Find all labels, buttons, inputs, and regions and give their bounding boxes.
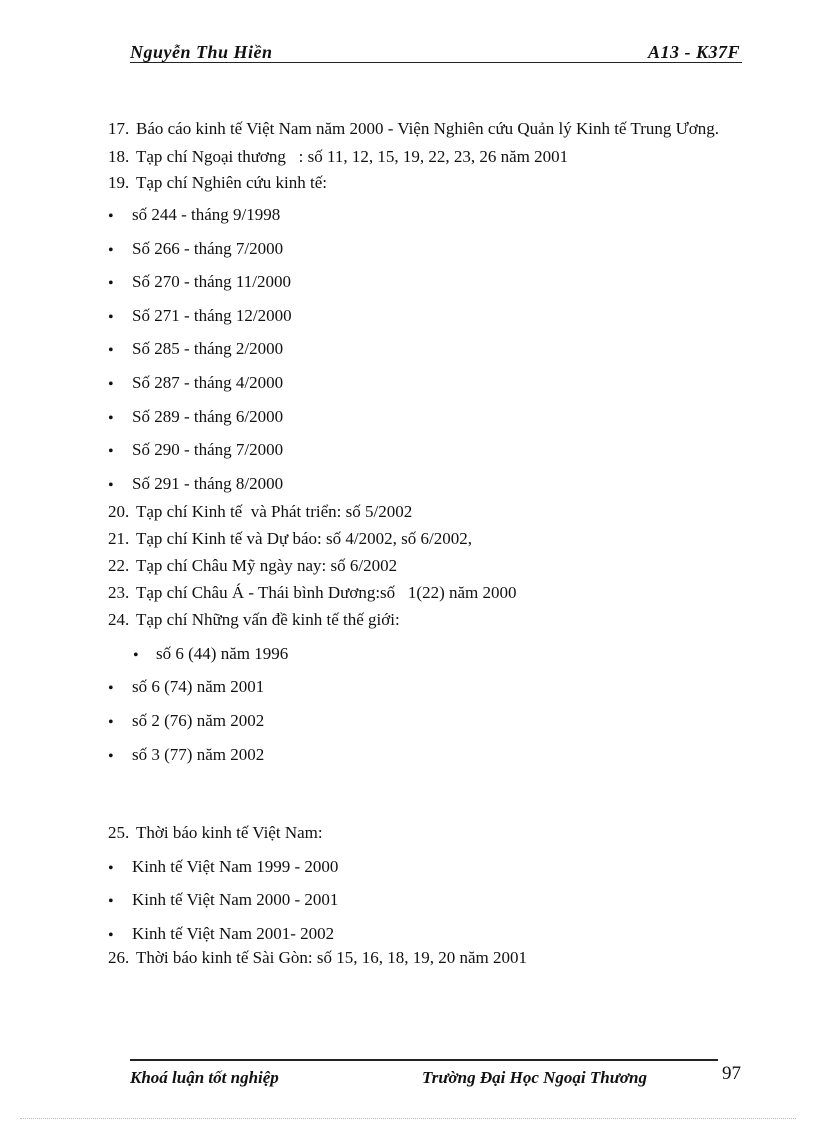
list-item: • Số 290 - tháng 7/2000 bbox=[108, 439, 744, 473]
reference-number: 21. bbox=[108, 528, 130, 548]
bullet-icon: • bbox=[108, 342, 114, 360]
reference-23 bbox=[108, 582, 744, 604]
reference-number: 19. bbox=[108, 173, 130, 192]
footer-university: Trường Đại Học Ngoại Thương bbox=[422, 1068, 648, 1087]
list-item: • số 6 (74) năm 2001 bbox=[108, 676, 744, 710]
reference-text: Thời báo kinh tế Việt Nam: bbox=[136, 822, 323, 842]
list-item: • số 2 (76) năm 2002 bbox=[108, 710, 744, 744]
bullet-icon: • bbox=[108, 375, 114, 393]
reference-25-issues bbox=[108, 856, 744, 947]
header-class-code: A13 - K37F bbox=[647, 42, 740, 62]
list-item: • Số 289 - tháng 6/2000 bbox=[108, 406, 744, 440]
reference-text: Tạp chí Kinh tế và Phát triển: số 5/2002 bbox=[136, 501, 413, 521]
list-item: • Số 287 - tháng 4/2000 bbox=[108, 372, 744, 406]
reference-26 bbox=[108, 947, 744, 969]
reference-number: 18. bbox=[108, 147, 130, 166]
reference-19 bbox=[108, 172, 744, 194]
bullet-icon: • bbox=[108, 208, 114, 225]
bullet-icon: • bbox=[108, 275, 114, 293]
list-item: • số 6 (44) năm 1996 bbox=[108, 643, 744, 677]
list-item: • Số 291 - tháng 8/2000 bbox=[108, 473, 744, 497]
page-bottom-divider bbox=[20, 1118, 796, 1119]
reference-list bbox=[108, 118, 744, 969]
reference-number: 20. bbox=[108, 501, 130, 521]
bullet-icon: • bbox=[108, 926, 114, 944]
reference-24 bbox=[108, 609, 744, 631]
reference-25 bbox=[108, 822, 744, 844]
reference-text: Tạp chí Nghiên cứu kinh tế: bbox=[136, 173, 327, 192]
bullet-icon: • bbox=[108, 409, 114, 427]
bullet-icon: • bbox=[108, 859, 114, 877]
bullet-icon: • bbox=[108, 443, 114, 461]
bullet-icon: • bbox=[133, 646, 139, 664]
reference-18 bbox=[108, 146, 744, 168]
reference-21 bbox=[108, 528, 744, 550]
list-item: • Số 285 - tháng 2/2000 bbox=[108, 338, 744, 372]
reference-text: Thời báo kinh tế Sài Gòn: số 15, 16, 18, 19, 20 năm 2001 bbox=[136, 947, 527, 967]
reference-text: Tạp chí Châu Mỹ ngày nay: số 6/2002 bbox=[136, 555, 398, 575]
list-item: • Số 270 - tháng 11/2000 bbox=[108, 271, 744, 305]
bullet-icon: • bbox=[108, 680, 114, 698]
bullet-icon: • bbox=[108, 713, 114, 731]
reference-17 bbox=[108, 118, 744, 140]
list-item: • Kinh tế Việt Nam 2000 - 2001 bbox=[108, 889, 744, 923]
list-item: • số 3 (77) năm 2002 bbox=[108, 744, 744, 768]
bullet-icon: • bbox=[108, 893, 114, 911]
reference-20 bbox=[108, 501, 744, 523]
reference-number: 22. bbox=[108, 555, 130, 575]
list-item: • Kinh tế Việt Nam 2001- 2002 bbox=[108, 923, 744, 947]
page-number: 97 bbox=[722, 1063, 741, 1084]
bullet-icon: • bbox=[108, 241, 114, 259]
reference-number: 25. bbox=[108, 822, 130, 842]
reference-text: Báo cáo kinh tế Việt Nam năm 2000 - Viện Nghiên cứu Quản lý Kinh tế Trung Ương. bbox=[136, 119, 720, 138]
reference-number: 23. bbox=[108, 582, 130, 602]
reference-text: Tạp chí Ngoại thương : số 11, 12, 15, 19, 22, 23, 26 năm 2001 bbox=[136, 147, 569, 166]
list-item: • Số 271 - tháng 12/2000 bbox=[108, 305, 744, 339]
reference-number: 26. bbox=[108, 947, 130, 967]
reference-number: 17. bbox=[108, 119, 130, 138]
page-footer bbox=[130, 1059, 718, 1087]
page-header bbox=[130, 42, 742, 63]
reference-19-issues bbox=[108, 204, 744, 497]
bullet-icon: • bbox=[108, 476, 114, 494]
bullet-icon: • bbox=[108, 308, 114, 326]
list-item: • Kinh tế Việt Nam 1999 - 2000 bbox=[108, 856, 744, 890]
header-author: Nguyễn Thu Hiền bbox=[130, 42, 273, 62]
list-item: • Số 266 - tháng 7/2000 bbox=[108, 238, 744, 272]
reference-text: Tạp chí Những vấn đề kinh tế thế giới: bbox=[136, 609, 400, 629]
reference-text: Tạp chí Châu Á - Thái bình Dương:số 1(22) năm 2000 bbox=[136, 582, 517, 602]
reference-text: Tạp chí Kinh tế và Dự báo: số 4/2002, số 6/2002, bbox=[136, 528, 472, 548]
reference-number: 24. bbox=[108, 609, 130, 629]
footer-thesis-label: Khoá luận tốt nghiệp bbox=[130, 1068, 279, 1087]
reference-22 bbox=[108, 555, 744, 577]
list-item: • số 244 - tháng 9/1998 bbox=[108, 204, 744, 238]
reference-24-issues bbox=[108, 643, 744, 768]
bullet-icon: • bbox=[108, 747, 114, 765]
